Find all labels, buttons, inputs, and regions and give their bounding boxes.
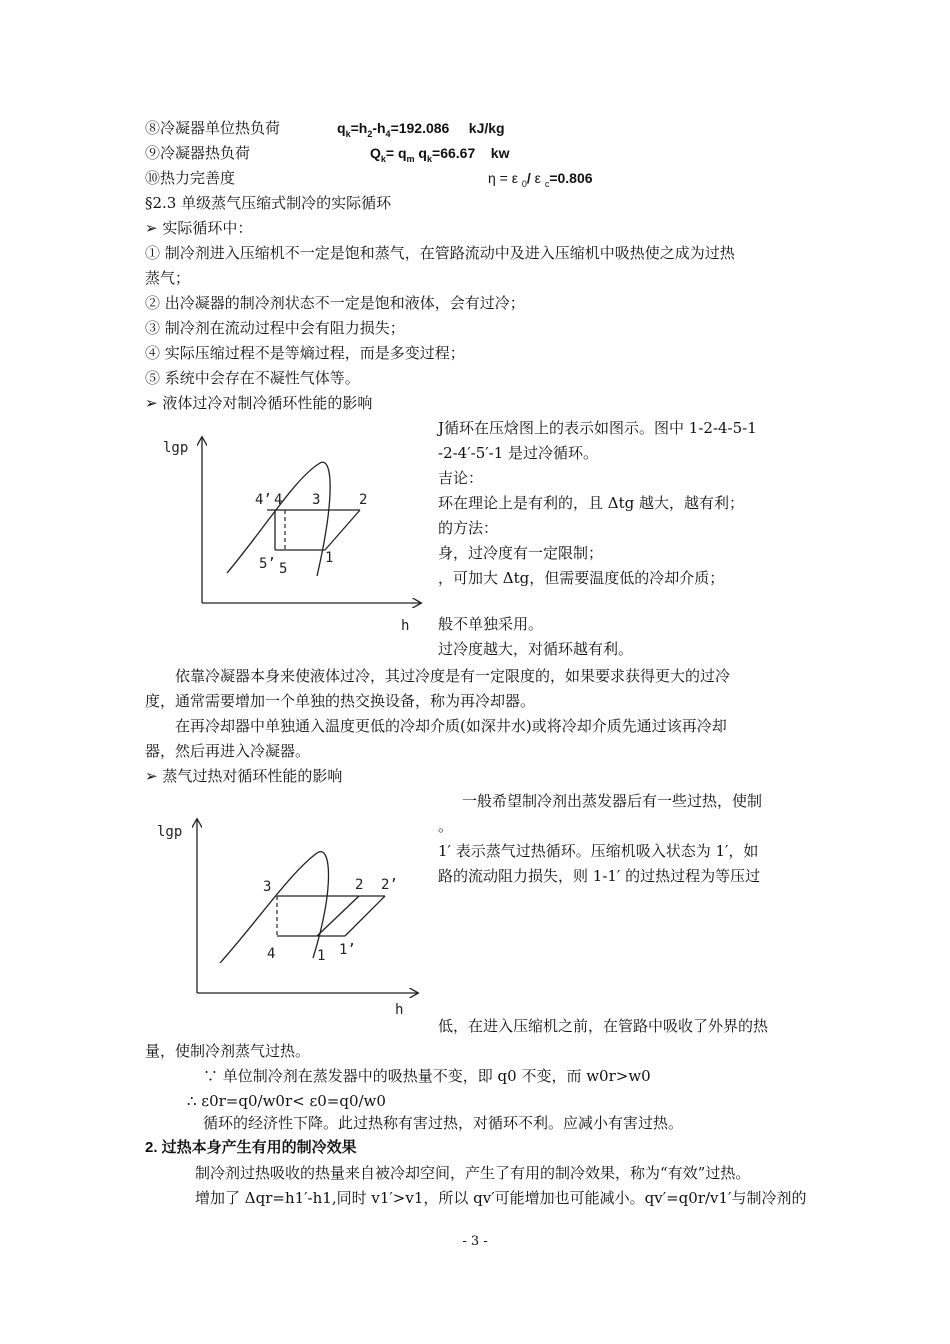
fig2-point-3: 3 (263, 879, 272, 895)
useful-line-2: 增加了 Δqr=h1′-h1,同时 v1′>v1，所以 qv′可能增加也可能减小。qv′=q0r/v1′与制冷剂的 (195, 1189, 807, 1207)
right-text-6: 身，过冷度有一定限制； (438, 544, 604, 562)
right-text-4: 环在理论上是有利的，且 Δtg 越大，越有利； (438, 494, 745, 512)
fig2-point-2: 2 (355, 877, 364, 893)
formula-Qk: $Q_k= q_m$ $q_k=66.67$ kw (370, 145, 510, 164)
fig2-xlabel: h (395, 1002, 404, 1018)
figure-subcooling-cycle (145, 418, 435, 640)
fig2-point-1prime: 1’ (339, 942, 356, 958)
right-text-8: 般不单独采用。 (438, 615, 544, 633)
item-2: ② 出冷凝器的制冷剂状态不一定是饱和液体，会有过冷； (145, 294, 525, 312)
right2-text-3: 1′ 表示蒸气过热循环。压缩机吸入状态为 1′，如 (438, 842, 759, 860)
fig2-point-2prime: 2’ (381, 877, 398, 893)
para-1a: 依靠冷凝器本身来使液体过冷，其过冷度是有一定限度的，如果要求获得更大的过冷 (175, 667, 731, 685)
section-heading: §2.3 单级蒸气压缩式制冷的实际循环 (145, 194, 392, 212)
fig1-point-5: 5 (279, 561, 288, 577)
line-condenser-load: ⑨冷凝器热负荷 (145, 144, 251, 162)
para-2b: 器，然后再进入冷凝器。 (145, 742, 311, 760)
useful-line-1: 制冷剂过热吸收的热量来自被冷却空间，产生了有用的制冷效果，称为“有效”过热。 (195, 1164, 751, 1182)
fig1-point-3: 3 (312, 492, 321, 508)
para-3: 量，使制冷剂蒸气过热。 (145, 1042, 311, 1060)
item-5: ⑤ 系统中会存在不凝性气体等。 (145, 369, 360, 387)
conclusion-line: 循环的经济性下降。此过热称有害过热，对循环不利。应减小有害过热。 (203, 1114, 684, 1132)
page-number: - 3 - (462, 1234, 488, 1249)
fig1-ylabel: lgp (163, 440, 189, 456)
bullet-actual-cycle: ➢ 实际循环中： (145, 219, 253, 237)
right-text-7: ，可加大 Δtg，但需要温度低的冷却介质； (438, 569, 725, 587)
fig2-point-4: 4 (267, 946, 276, 962)
figure-superheat-cycle (145, 808, 435, 1026)
fig1-point-4: 4 (274, 492, 283, 508)
para-1b: 度，通常需要增加一个单独的热交换设备，称为再冷却器。 (145, 692, 536, 710)
subsection-2: 2. 过热本身产生有用的制冷效果 (145, 1139, 357, 1156)
right-text-3: 吉论： (438, 469, 484, 487)
fig1-point-1: 1 (325, 550, 334, 566)
item-1: ① 制冷剂进入压缩机不一定是饱和蒸气，在管路流动中及进入压缩机中吸热使之成为过热 (145, 244, 735, 262)
fig1-point-4prime: 4’ (255, 492, 272, 508)
right-text-1: J循环在压焓图上的表示如图示。图中 1-2-4-5-1 (438, 419, 757, 437)
because-line: ∵ 单位制冷剂在蒸发器中的吸热量不变，即 q0 不变，而 w0r>w0 (203, 1067, 651, 1085)
fig1-point-5prime: 5’ (259, 556, 276, 572)
bullet-superheat: ➢ 蒸气过热对循环性能的影响 (145, 767, 343, 785)
right2-text-2: 。 (438, 817, 454, 835)
right2-text-1: 一般希望制冷剂出蒸发器后有一些过热，使制 (462, 792, 763, 810)
bullet-subcooling: ➢ 液体过冷对制冷循环性能的影响 (145, 394, 373, 412)
fig2-ylabel: lgp (157, 824, 183, 840)
therefore-line: ∴ ε0r=q0/w0r< ε0=q0/w0 (187, 1092, 386, 1110)
item-3: ③ 制冷剂在流动过程中会有阻力损失； (145, 319, 405, 337)
item-1-cont: 蒸气； (145, 269, 191, 287)
right2-text-5: 低，在进入压缩机之前，在管路中吸收了外界的热 (438, 1017, 769, 1035)
right-text-5: 的方法： (438, 519, 499, 537)
para-2a: 在再冷却器中单独通入温度更低的冷却介质(如深井水)或将冷却介质先通过该再冷却 (175, 717, 727, 735)
formula-qk: $q_k=h_2-h_4=192.086$ kJ/kg (337, 120, 505, 139)
item-4: ④ 实际压缩过程不是等熵过程，而是多变过程； (145, 344, 465, 362)
line-thermal-perfection: ⑩热力完善度 (145, 169, 236, 187)
fig2-point-1: 1 (317, 948, 326, 964)
fig1-xlabel: h (401, 618, 410, 634)
right-text-9: 过冷度越大，对循环越有利。 (438, 640, 634, 658)
formula-eta: η = ε $_0$/ ε $_c$=0.806 (488, 170, 593, 189)
fig1-point-2: 2 (359, 492, 368, 508)
line-condenser-unit-load: ⑧冷凝器单位热负荷 (145, 119, 281, 137)
right-text-2: -2-4′-5′-1 是过冷循环。 (438, 444, 599, 462)
right2-text-4: 路的流动阻力损失，则 1-1′ 的过热过程为等压过 (438, 867, 761, 885)
